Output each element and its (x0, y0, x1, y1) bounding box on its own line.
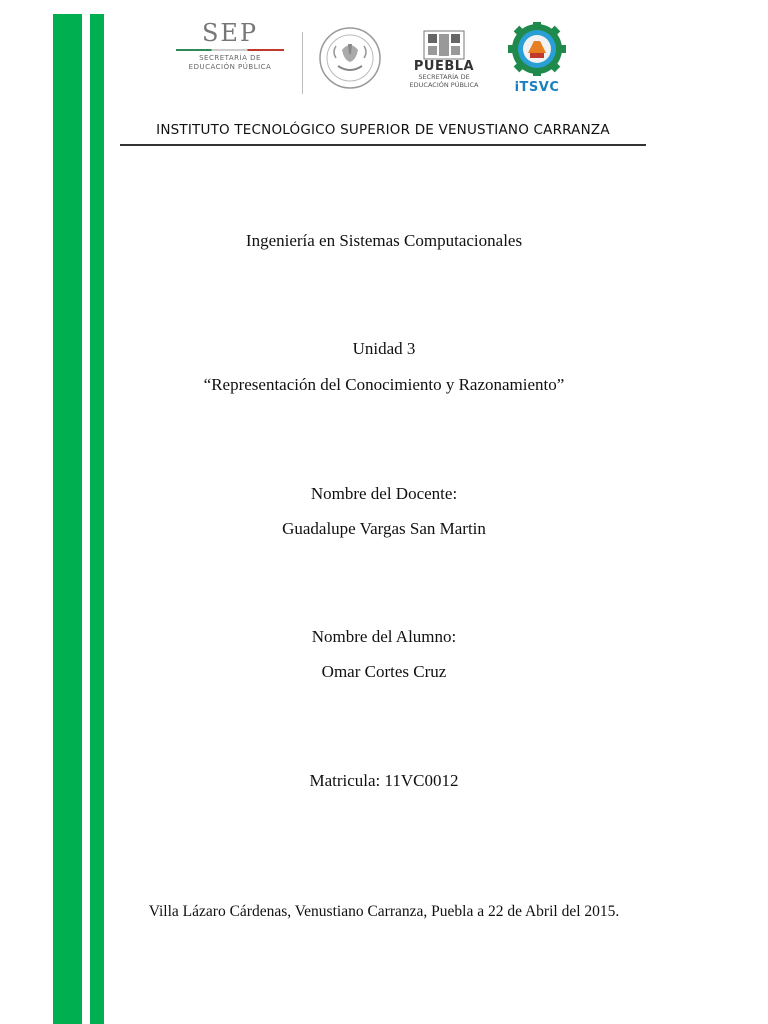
itsvc-gear-icon (506, 22, 568, 76)
sep-logo-rule (176, 49, 284, 51)
logo-divider (302, 32, 303, 94)
puebla-logo-subtitle-1: SECRETARÍA DE (418, 73, 470, 81)
unit-topic: “Representación del Conocimiento y Razonamiento” (203, 375, 565, 394)
institute-name: INSTITUTO TECNOLÓGICO SUPERIOR DE VENUSTIANO CARRANZA (120, 122, 646, 146)
puebla-emblem-icon (422, 30, 466, 60)
student-name: Omar Cortes Cruz (321, 662, 447, 681)
sep-logo-subtitle-2: EDUCACIÓN PÚBLICA (188, 63, 272, 71)
sep-logo-subtitle-1: SECRETARÍA DE (199, 54, 261, 62)
puebla-logo-name: PUEBLA (413, 59, 475, 74)
student-id: Matricula: 11VC0012 (309, 771, 459, 790)
unit-title: Unidad 3 (352, 339, 416, 358)
puebla-logo (405, 30, 483, 94)
itsvc-logo-name: iTSVC (514, 80, 560, 95)
itsvc-logo (502, 22, 572, 94)
student-label: Nombre del Alumno: (311, 627, 457, 646)
puebla-logo-subtitle-2: EDUCACIÓN PÚBLICA (409, 80, 479, 89)
career-name: Ingeniería en Sistemas Computacionales (245, 231, 523, 250)
teacher-name: Guadalupe Vargas San Martin (282, 519, 486, 538)
place-and-date: Villa Lázaro Cárdenas, Venustiano Carranza, Puebla a 22 de Abril del 2015. (148, 903, 620, 920)
mexico-coat-of-arms-icon (318, 26, 382, 90)
sep-logo-title: SEP (201, 19, 259, 47)
teacher-label: Nombre del Docente: (310, 484, 458, 503)
sep-logo (170, 20, 290, 90)
